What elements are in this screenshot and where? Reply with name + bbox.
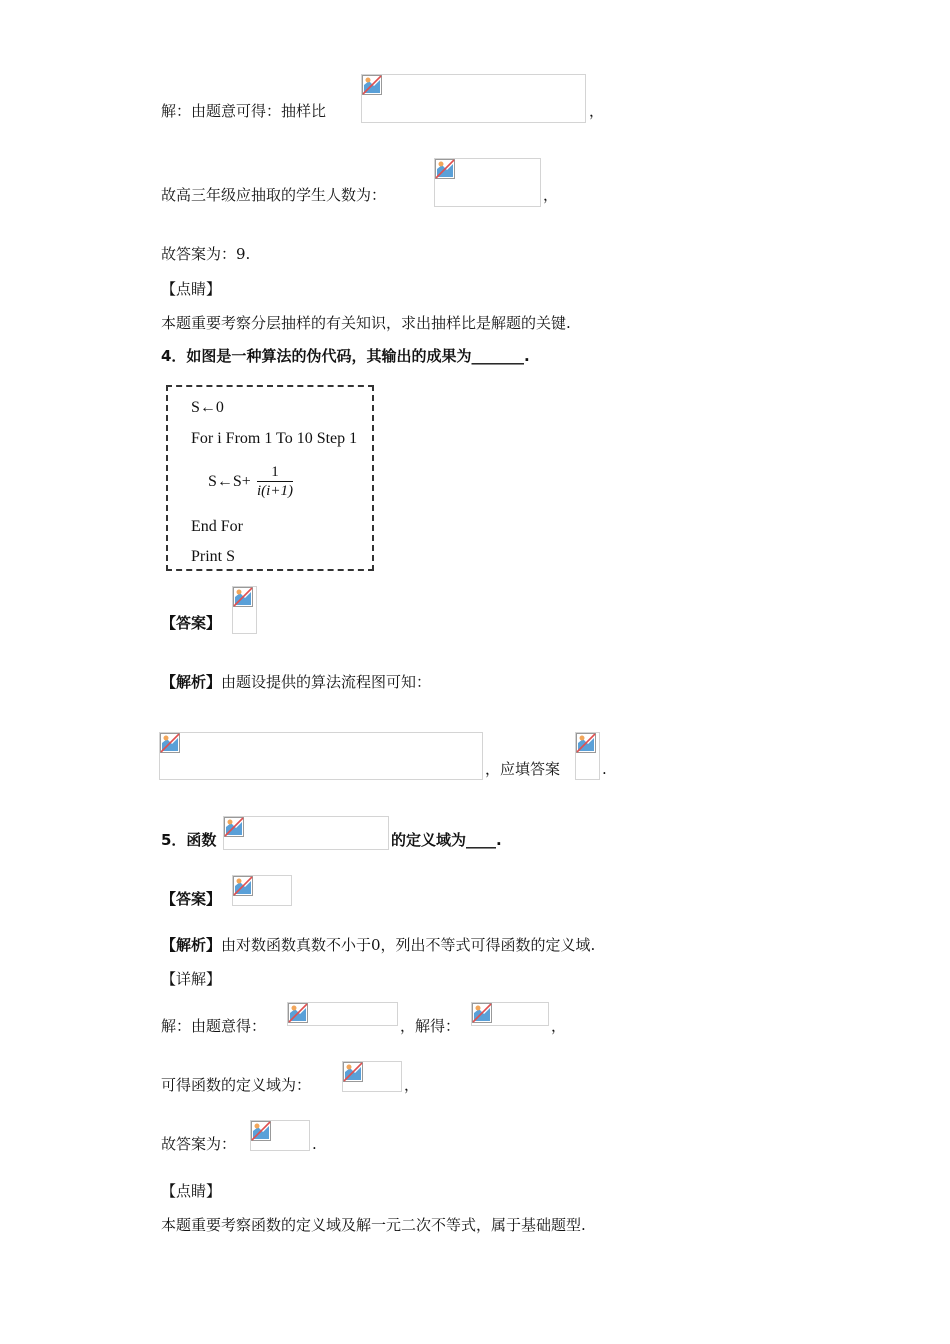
detail-line-1-prefix: 解：由题意得： xyxy=(161,1017,267,1035)
text-suffix: ， xyxy=(589,102,605,120)
analysis-label: 【解析】 xyxy=(161,936,222,954)
text-prefix: 解：由题意可得：抽样比 xyxy=(161,102,327,120)
answer-line: 故答案为：9. xyxy=(161,245,251,263)
code-line-3: S←S+ xyxy=(208,473,251,490)
broken-image-icon xyxy=(435,159,455,179)
broken-image-icon xyxy=(160,733,180,753)
fraction-denominator: i(i+1) xyxy=(257,483,293,499)
question-4-title: 4．如图是一种算法的伪代码，其输出的成果为_______. xyxy=(161,347,530,365)
text-suffix: ， xyxy=(404,1076,420,1094)
code-line-5: Print S xyxy=(191,548,236,565)
broken-image-icon xyxy=(362,75,382,95)
text-suffix: . xyxy=(602,760,607,778)
tip-heading: 【点睛】 xyxy=(161,1182,222,1200)
text-suffix: ，应填答案 xyxy=(485,760,561,778)
detail-heading: 【详解】 xyxy=(161,970,222,988)
code-line-2: For i From 1 To 10 Step 1 xyxy=(191,430,358,447)
detail-line-1-mid: ，解得： xyxy=(400,1017,461,1035)
tip-heading: 【点睛】 xyxy=(161,280,222,298)
answer-label: 【答案】 xyxy=(161,890,222,908)
broken-image-icon xyxy=(576,733,596,753)
answer-image xyxy=(250,1120,310,1151)
code-line-1: S←0 xyxy=(191,399,224,416)
formula-image xyxy=(361,74,586,123)
answer-label: 【答案】 xyxy=(161,614,222,632)
function-image xyxy=(223,816,389,850)
tip-text: 本题重要考察分层抽样的有关知识，求出抽样比是解题的关键. xyxy=(161,314,571,332)
text-prefix: 故高三年级应抽取的学生人数为： xyxy=(161,186,387,204)
analysis-label: 【解析】 xyxy=(161,673,222,691)
tip-text: 本题重要考察函数的定义域及解一元二次不等式，属于基础题型. xyxy=(161,1216,586,1234)
broken-image-icon xyxy=(233,587,253,607)
code-line-4: End For xyxy=(191,518,243,535)
pseudocode-box xyxy=(166,385,374,571)
solution-line-count xyxy=(161,185,386,205)
answer-image xyxy=(232,875,292,906)
detail-line-3-prefix: 故答案为： xyxy=(161,1135,237,1153)
detail-line-2-prefix: 可得函数的定义域为： xyxy=(161,1076,312,1094)
text-suffix: ， xyxy=(551,1017,567,1035)
analysis-text: 由对数函数真数不小于0，列出不等式可得函数的定义域. xyxy=(221,936,596,954)
broken-image-icon xyxy=(224,817,244,837)
broken-image-icon xyxy=(472,1003,492,1023)
broken-image-icon xyxy=(343,1062,363,1082)
broken-image-icon xyxy=(233,876,253,896)
text-suffix: ， xyxy=(543,186,559,204)
answer-image xyxy=(575,732,600,780)
fraction-numerator: 1 xyxy=(257,463,293,482)
formula-image xyxy=(287,1002,398,1026)
question-5-suffix: 的定义域为____. xyxy=(391,831,502,849)
formula-image xyxy=(471,1002,549,1026)
solution-line-ratio xyxy=(161,101,326,121)
analysis-text: 由题设提供的算法流程图可知： xyxy=(221,673,432,691)
analysis-line xyxy=(161,935,595,955)
broken-image-icon xyxy=(288,1003,308,1023)
code-fraction xyxy=(257,463,293,500)
formula-image xyxy=(342,1061,402,1092)
question-5-prefix: 5．函数 xyxy=(161,831,217,849)
formula-image xyxy=(159,732,483,780)
formula-image xyxy=(434,158,541,207)
broken-image-icon xyxy=(251,1121,271,1141)
answer-image xyxy=(232,586,257,634)
text-suffix: . xyxy=(312,1135,317,1153)
analysis-line xyxy=(161,672,431,692)
